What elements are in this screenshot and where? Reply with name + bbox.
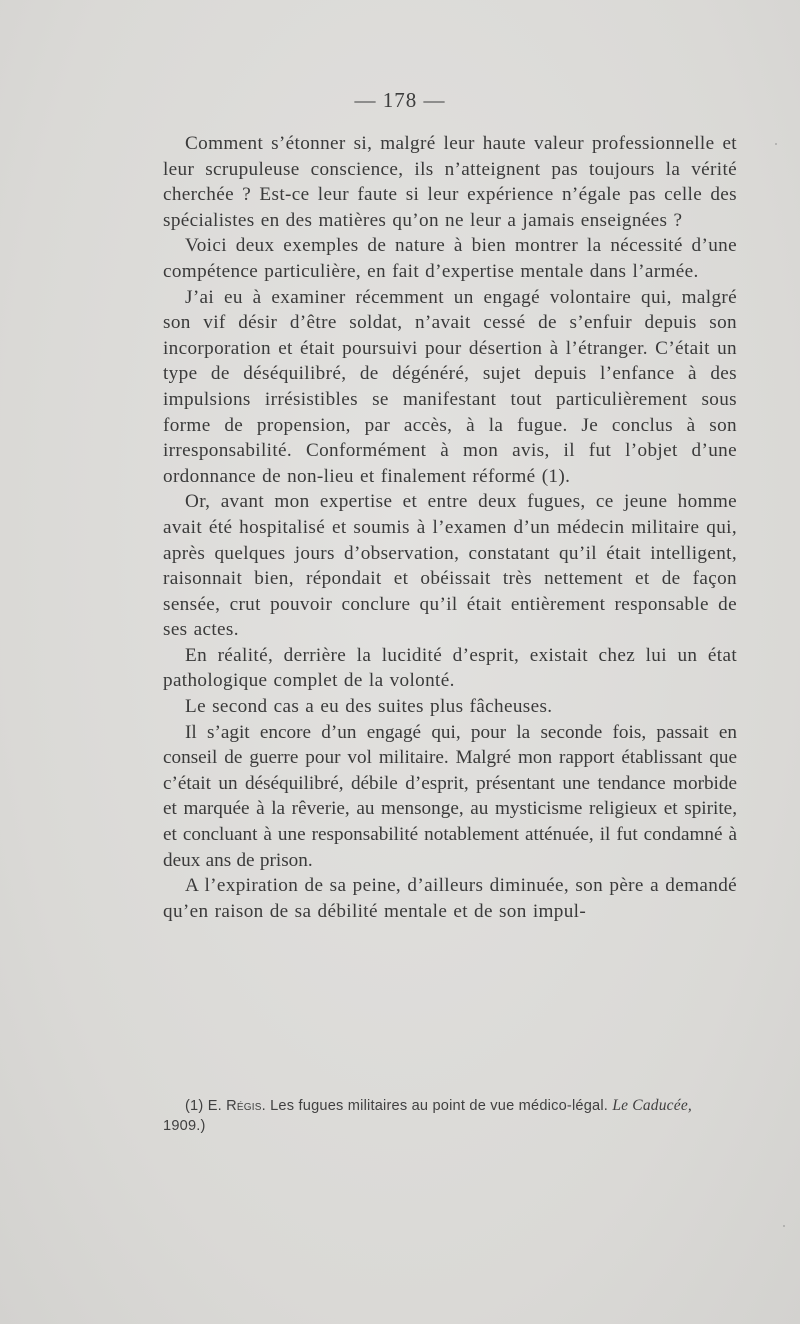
page-number: — 178 —	[354, 88, 446, 112]
paragraph-1: Comment s’étonner si, malgré leur haute valeur professionnelle et leur scrupuleuse conscience, ils n’atteignent pas toujours la vérité cherchée ? Est-ce leur faute si leur expérience n’égale pas celle des spécialistes en des matières qu’on ne leur a jamais enseignées ?	[163, 133, 737, 231]
paragraph-8: A l’expiration de sa peine, d’ailleurs diminuée, son père a demandé qu’en raison de sa débilité mentale et de son impul-	[163, 875, 737, 922]
paragraph-5: En réalité, derrière la lucidité d’esprit, existait chez lui un état pathologique complet de la volonté.	[163, 644, 737, 692]
body-text	[163, 131, 737, 924]
paragraph-7: Il s’agit encore d’un engagé qui, pour la seconde fois, passait en conseil de guerre pour vol militaire. Malgré mon rapport établissant que c’était un déséquilibré, débile d’esprit, présentant une tendance morbide et marquée à la rêverie, au mensonge, au mysticisme religieux et spirite, et concluant à une responsabilité notablement atténuée, il fut condamné à deux ans de prison.	[163, 721, 737, 871]
footnote-journal: Le Caducée,	[612, 1097, 692, 1114]
paragraph-4: Or, avant mon expertise et entre deux fugues, ce jeune homme avait été hospitalisé et soumis à l’examen d’un médecin militaire qui, après quelques jours d’observation, constatant qu’il était intelligent, raisonnait bien, répondait et obéissait très nettement et de façon sensée, crut pouvoir conclure qu’il était entièrement responsable de ses actes.	[163, 491, 737, 641]
footnote	[163, 1096, 737, 1136]
footnote-year: 1909.)	[163, 1118, 206, 1134]
paragraph-2: Voici deux exemples de nature à bien montrer la nécessité d’une compétence particulière, en fait d’expertise mentale dans l’armée.	[163, 235, 737, 282]
footnote-author: E. Régis.	[207, 1098, 266, 1114]
paper-speck	[783, 1225, 785, 1227]
paper-speck	[775, 143, 777, 145]
footnote-title: Les fugues militaires au point de vue médico-légal.	[270, 1098, 609, 1114]
footnote-marker: (1)	[185, 1098, 204, 1114]
paragraph-3: J’ai eu à examiner récemment un engagé volontaire qui, malgré son vif désir d’être soldat, n’avait cessé de s’enfuir depuis son incorporation et était poursuivi pour désertion à l’étranger. C’était un type de déséquilibré, de dégénéré, sujet depuis l’enfance à des impulsions irrésistibles se manifestant tout particulièrement sous forme de propension, par accès, à la fugue. Je conclus à son irresponsabilité. Conformément à mon avis, il fut l’objet d’une ordonnance de non-lieu et finalement réformé (1).	[163, 286, 737, 487]
paragraph-6: Le second cas a eu des suites plus fâcheuses.	[185, 696, 553, 718]
